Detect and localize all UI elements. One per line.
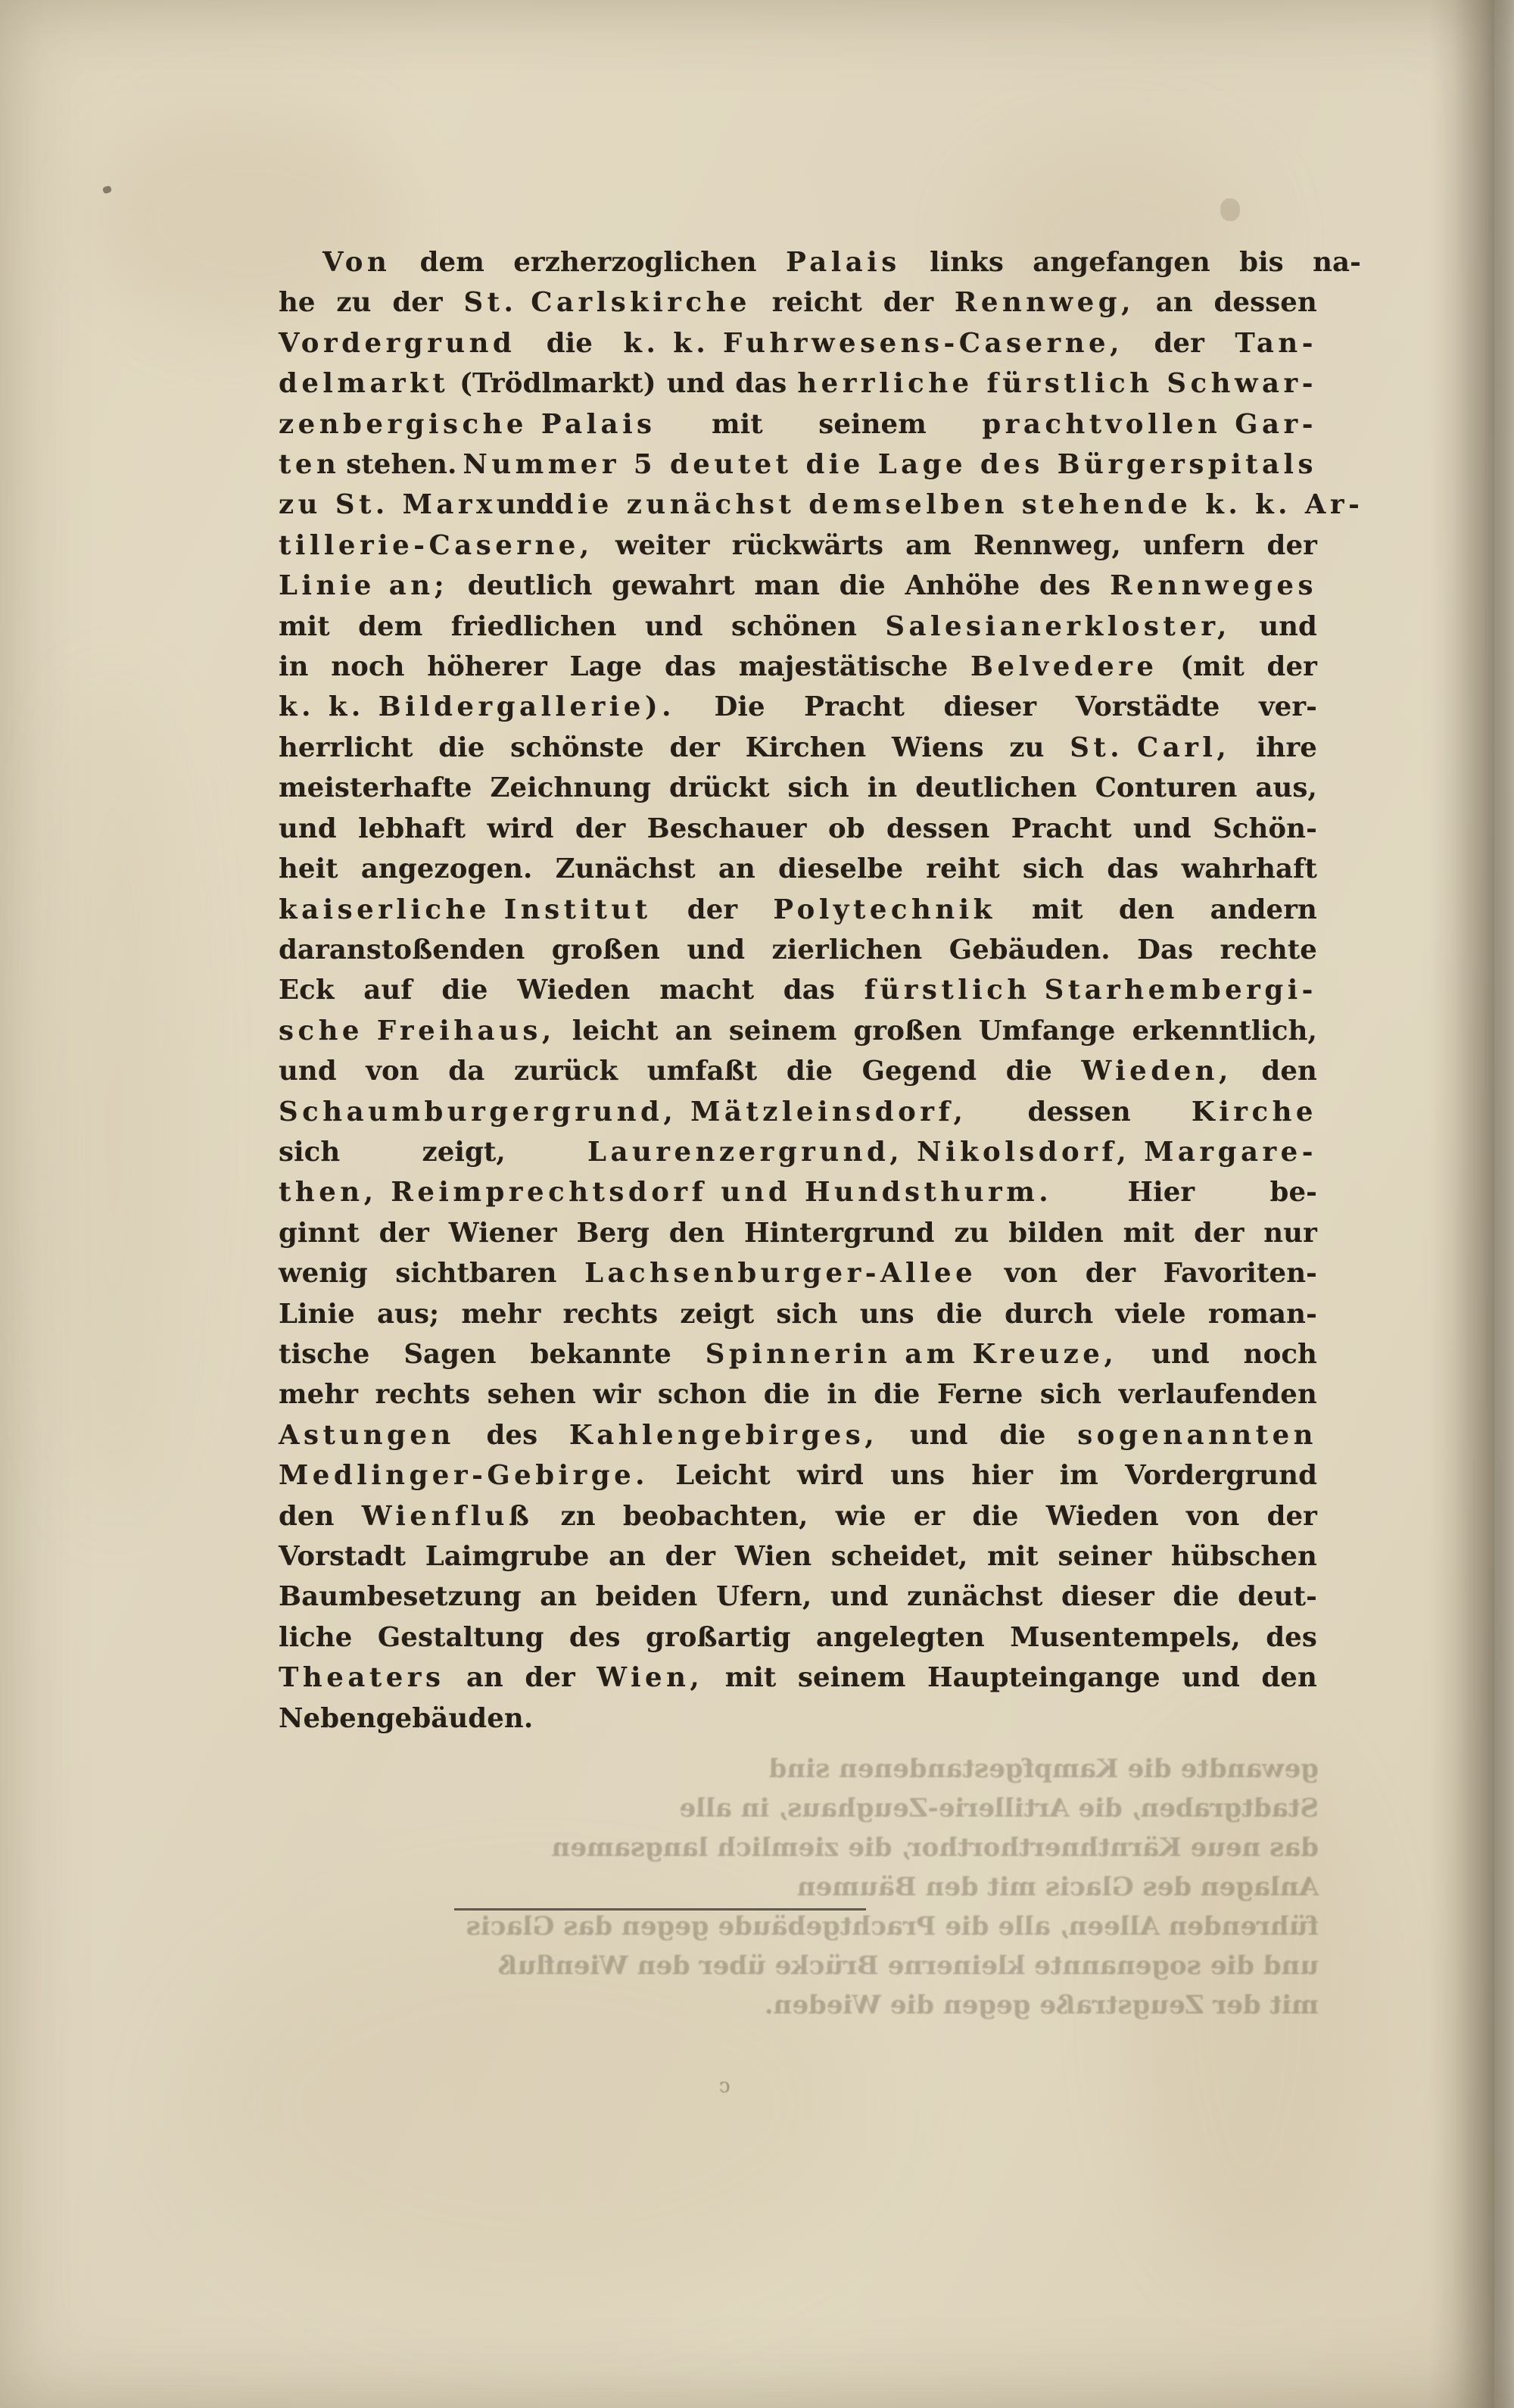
paper-stain: [1136, 1742, 1363, 2272]
paper-stain: [197, 1908, 878, 2302]
ink-speck: [102, 186, 112, 195]
text-line: den Wienfluß zn beobachten, wie er die Wieden von der: [279, 1500, 1317, 1532]
text-line: und lebhaft wird der Beschauer ob dessen Pracht und Schön-: [279, 813, 1317, 844]
text-line: Linie an; deutlich gewahrt man die Anhöhe des Rennweges: [279, 570, 1317, 602]
text-line: und von da zurück umfaßt die Gegend die Wieden, den: [279, 1056, 1317, 1087]
text-line: Eck auf die Wieden macht das fürstlich Starhembergi-: [279, 975, 1317, 1006]
show-through-line: mit der Zeugstraße gegen die Wieden.: [764, 1990, 1319, 2020]
catchword: c: [719, 2075, 731, 2098]
paper-stain: [45, 682, 182, 1514]
text-line: Von dem erzherzoglichen Palais links angefangen bis na-: [322, 247, 1361, 278]
text-line: wenig sichtbaren Lachsenburger-Allee von der Favoriten-: [279, 1258, 1317, 1290]
text-line: Theaters an der Wien, mit seinem Haupteingange und den: [279, 1662, 1317, 1694]
text-line: then, Reimprechtsdorf und Hundsthurm. Hier be-: [279, 1177, 1317, 1209]
text-line: tillerie-Caserne, weiter rückwärts am Rennweg, unfern der: [279, 529, 1317, 561]
show-through-text: [266, 1749, 1319, 2025]
text-line: Vorstadt Laimgrube an der Wien scheidet, mit seiner hübschen: [279, 1541, 1317, 1572]
text-line: zenbergische Palais mit seinem prachtvollen Gar-: [279, 408, 1317, 440]
text-line: Nebengebäuden.: [279, 1702, 534, 1734]
text-line: ginnt der Wiener Berg den Hintergrund zu bilden mit der nur: [279, 1217, 1317, 1249]
text-line: Vordergrund die k. k. Fuhrwesens-Caserne, der Tan-: [279, 327, 1317, 359]
paragraph: [279, 242, 1364, 1739]
show-through-line: führenden Alleen, alle die Prachtgebäude gegen das Glacis: [466, 1911, 1319, 1942]
text-line: Schaumburgergrund, Mätzleinsdorf, dessen Kirche: [279, 1096, 1317, 1128]
text-line: daranstoßenden großen und zierlichen Gebäuden. Das rechte: [279, 934, 1317, 965]
show-through-line: gewandte die Kampfgestandenen sind: [768, 1754, 1319, 1784]
paper-blemish: [1220, 198, 1240, 221]
horizontal-rule: [454, 1908, 866, 1910]
text-line: mit dem friedlichen und schönen Salesianerkloster, und: [279, 610, 1317, 642]
text-line: Astungen des Kahlengebirges, und die sogenannten: [279, 1419, 1317, 1451]
page-edge-highlight: [1494, 0, 1514, 2408]
text-line: in noch höherer Lage das majestätische Belvedere (mit der: [279, 651, 1317, 683]
text-line: delmarkt (Trödlmarkt) und das herrliche fürstlich Schwar-: [279, 368, 1317, 400]
text-line: sich zeigt, Laurenzergrund, Nikolsdorf, Margare-: [279, 1136, 1317, 1168]
body-text-block: [279, 242, 1364, 1739]
text-line: Linie aus; mehr rechts zeigt sich uns die durch viele roman-: [279, 1298, 1317, 1330]
text-line: heit angezogen. Zunächst an dieselbe reiht sich das wahrhaft: [279, 853, 1317, 885]
show-through-line: Stadtgraben, die Artillerie-Zeughaus, in alle: [679, 1793, 1319, 1823]
show-through-line: das neue Kärnthnerthorthor, die ziemlich langsamen: [551, 1833, 1319, 1863]
show-through-line: Anlagen des Glacis mit den Bäumen: [796, 1872, 1319, 1902]
text-line: ten stehen. Nummer 5 deutet die Lage des Bürgerspitals: [279, 449, 1317, 481]
text-line: tische Sagen bekannte Spinnerin am Kreuze, und noch: [279, 1338, 1317, 1370]
text-line: herrlicht die schönste der Kirchen Wiens zu St. Carl, ihre: [279, 731, 1317, 763]
show-through-line: und die sogenannte kleinerne Brücke über den Wienfluß: [497, 1951, 1319, 1981]
text-line: k. k. Bildergallerie). Die Pracht dieser Vorstädte ver-: [279, 691, 1317, 723]
text-line: kaiserliche Institut der Polytechnik mit den andern: [279, 894, 1317, 925]
text-line: mehr rechts sehen wir schon die in die Ferne sich verlaufenden: [279, 1379, 1317, 1411]
text-line: liche Gestaltung des großartig angelegten Musentempels, des: [279, 1621, 1317, 1653]
text-line: he zu der St. Carlskirche reicht der Rennweg, an dessen: [279, 287, 1317, 319]
text-line: Baumbesetzung an beiden Ufern, und zunächst dieser die deut-: [279, 1581, 1317, 1613]
text-line: meisterhafte Zeichnung drückt sich in deutlichen Conturen aus,: [279, 772, 1317, 804]
text-line: zu St. Marx und die zunächst demselben stehende k. k. Ar-: [279, 489, 1364, 521]
text-line: Medlinger-Gebirge. Leicht wird uns hier im Vordergrund: [279, 1460, 1317, 1492]
text-line: sche Freihaus, leicht an seinem großen Umfange erkenntlich,: [279, 1015, 1317, 1046]
